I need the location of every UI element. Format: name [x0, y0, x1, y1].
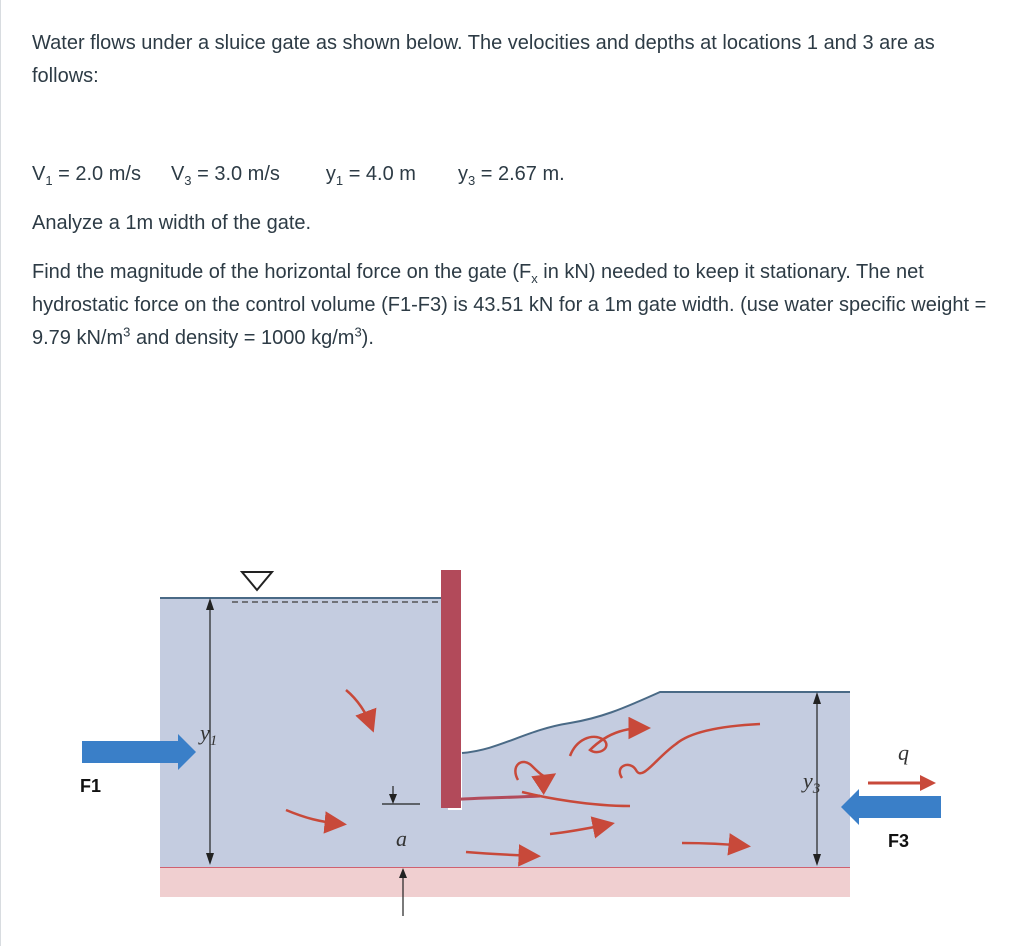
f1-label: F1 — [80, 776, 102, 796]
f3-label: F3 — [888, 831, 910, 851]
analyze-instruction: Analyze a 1m width of the gate. — [32, 212, 312, 234]
water-level-symbol — [242, 572, 272, 590]
given-values — [32, 158, 565, 191]
f3-arrow-body — [857, 796, 941, 818]
q-arrow-head — [920, 775, 936, 791]
value-v1: $V_1 = 2.0$ m/s — [32, 163, 141, 188]
downstream-water — [462, 692, 850, 867]
f1-arrow-body — [82, 741, 180, 763]
y1-label: $y_1$ — [200, 720, 218, 749]
sluice-gate — [441, 570, 461, 808]
value-y3: $y_3 = 2.67$ m. — [457, 163, 565, 188]
value-y1: $y_1 = 4.0$ m — [325, 163, 416, 188]
value-v3: $V_3 = 3.0$ m/s — [170, 163, 280, 188]
channel-bed — [160, 867, 850, 897]
question-intro: Water flows under a sluice gate as shown below. The velocities and depths at locations 1 and 3 are as follows: — [32, 32, 935, 87]
y3-label: $y_3$ — [803, 768, 821, 797]
find-instruction: Find the magnitude of the horizontal force on the gate ($F_x$ in kN) needed to keep it stationary. The net hydrostatic force on the control volume (F1-F3) is 43.51 kN for a 1m gate width. (use water specific weight = 9.79 $kN/m^3$ and density = 1000 $kg/m^3$). — [32, 261, 987, 349]
page-left-border — [0, 0, 1, 946]
q-label: q — [898, 740, 909, 765]
sluice-gate-figure — [70, 560, 950, 940]
a-label: a — [396, 826, 407, 851]
